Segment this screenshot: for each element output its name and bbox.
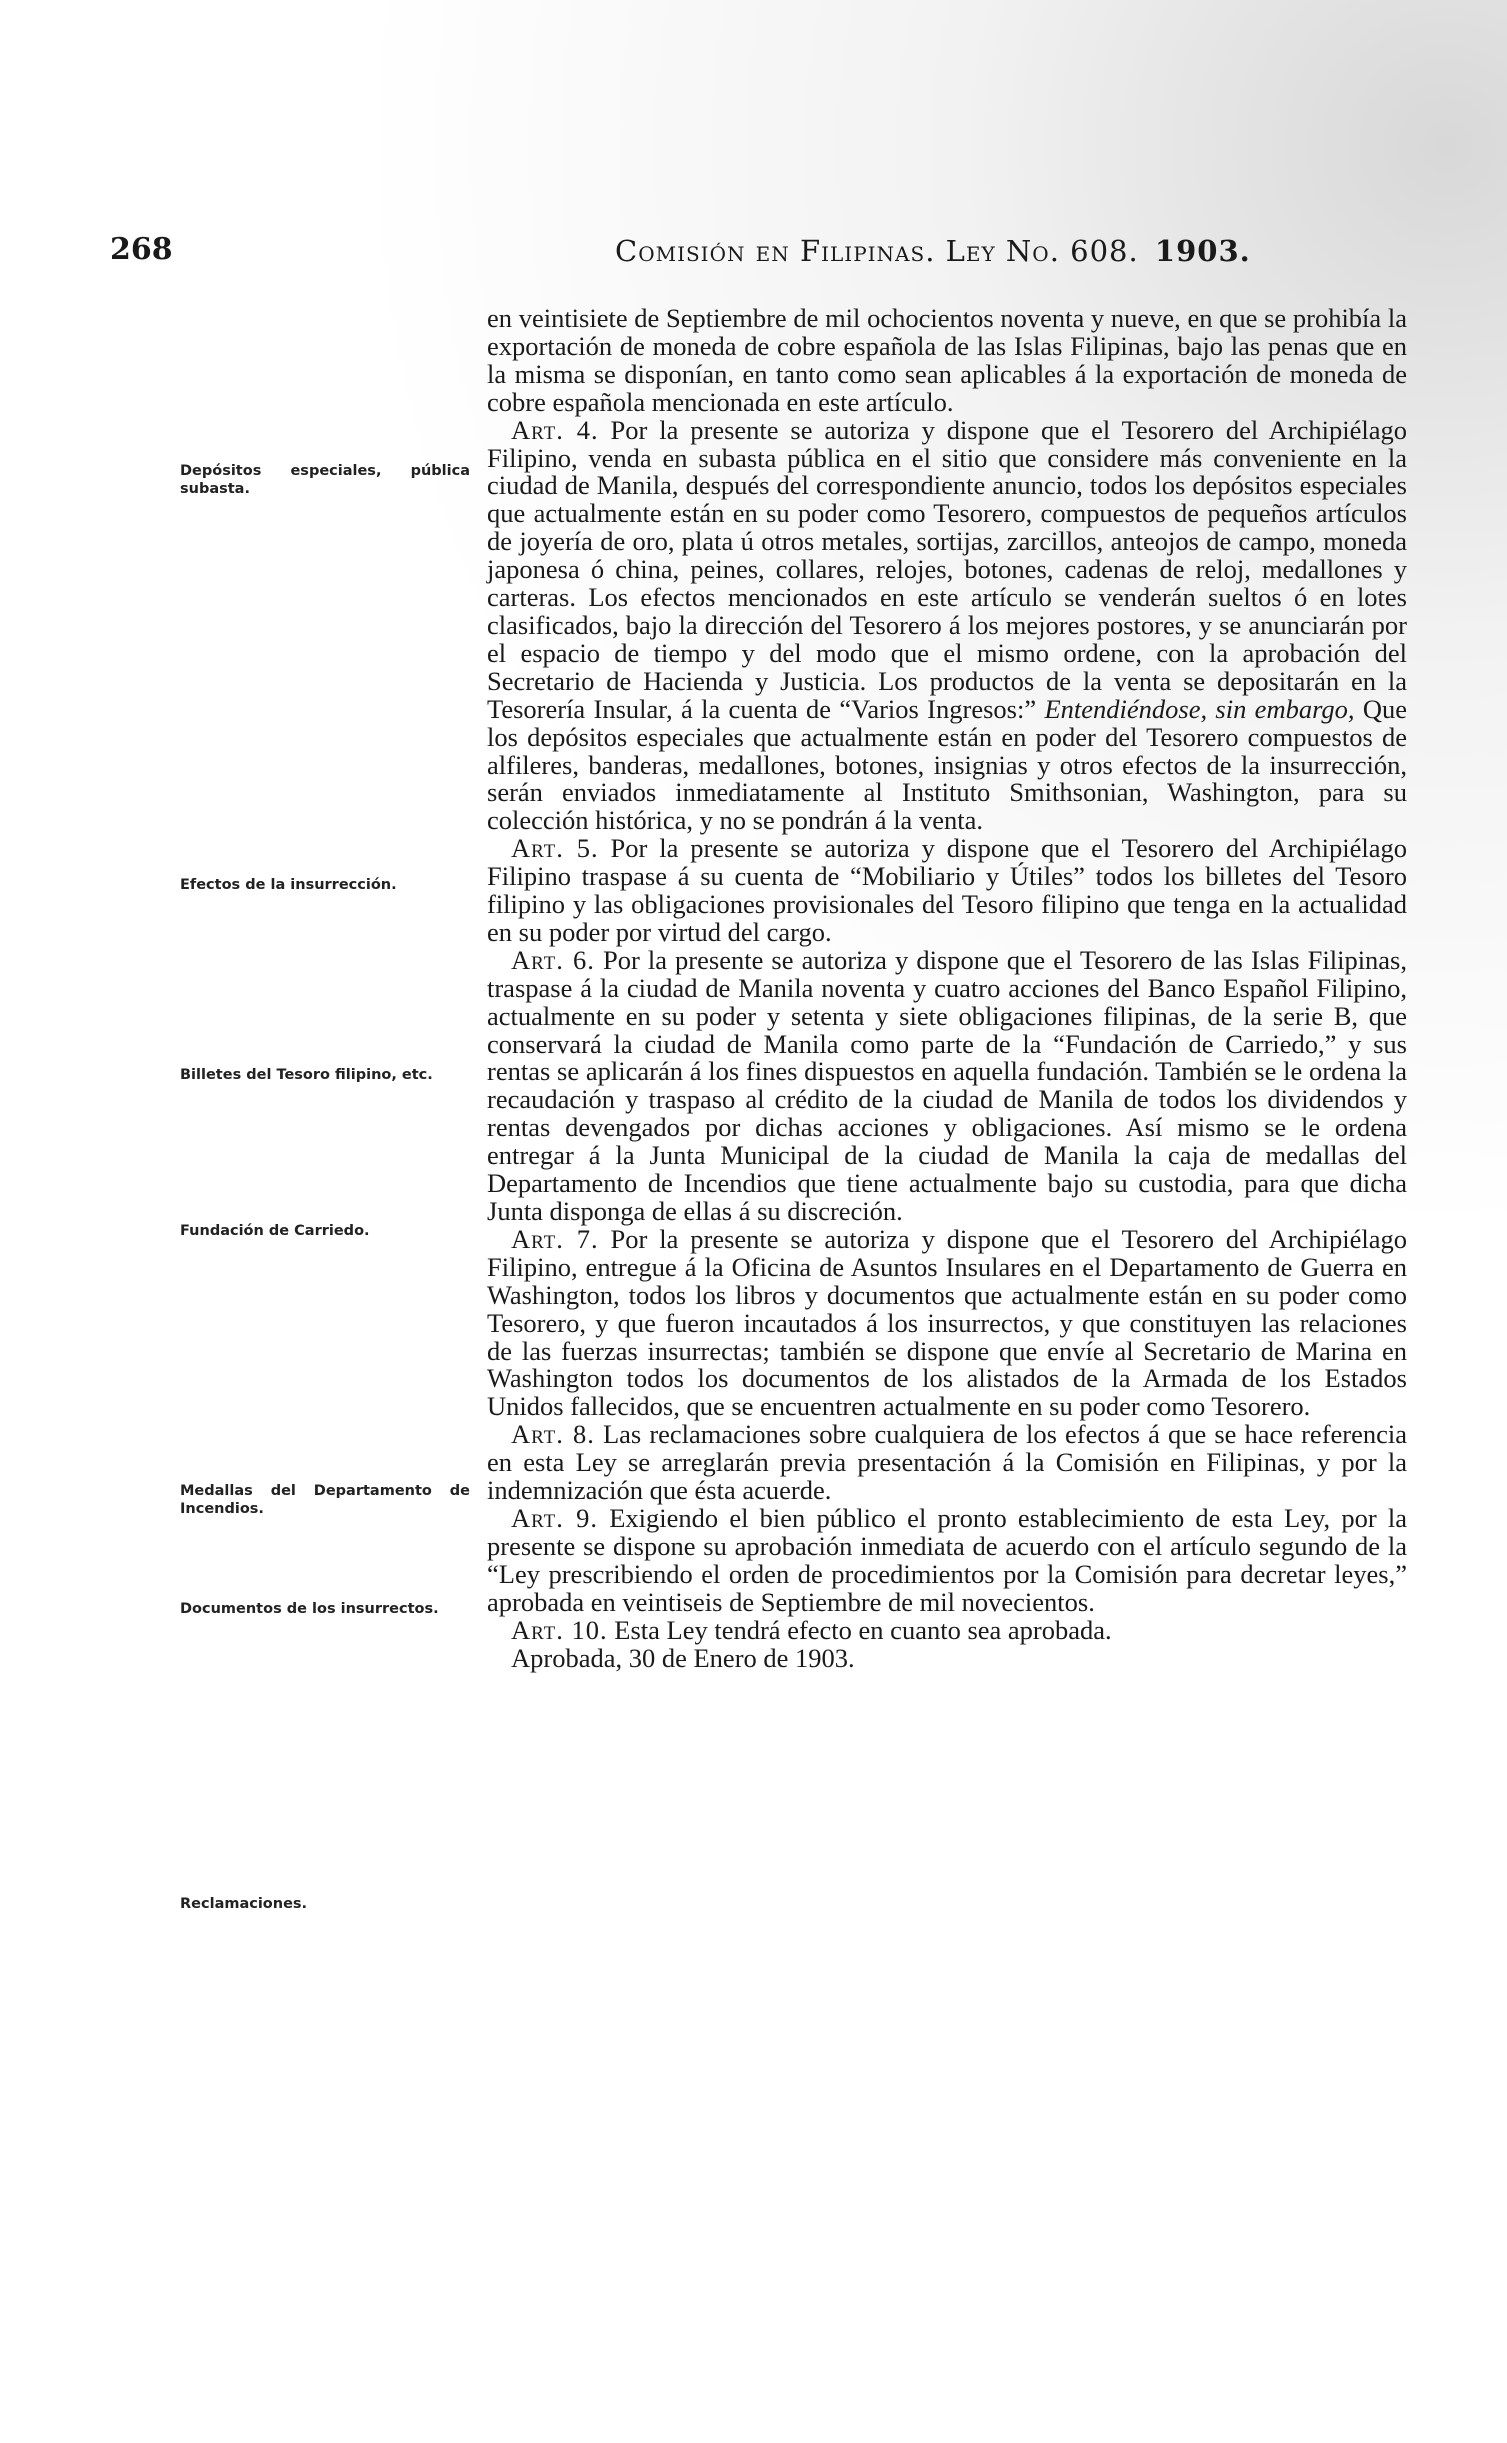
margin-note-depositos: Depósitos especiales, pública subasta. <box>180 463 470 497</box>
running-title-text: Comisión en Filipinas. Ley No. 608. <box>615 234 1139 268</box>
article-10 <box>487 1614 1407 1645</box>
article-8 <box>487 1421 1407 1505</box>
article-6-text: Por la presente se autoriza y dispone que el Tesorero de las Islas Filipinas, traspase á la ciudad de Manila noventa y cuatro acciones del Banco Español Filipino, actualmente en su poder y setenta y siete obligaciones filipinas, de la serie B, que conservará la ciudad de Manila como parte de la “Fundación de Carriedo,” y sus rentas se aplicarán á los fines dispuestos en aquella fundación. También se le ordena la recaudación y traspaso al crédito de la ciudad de Manila de todos los dividendos y rentas devengados por dichas acciones y obligaciones. Así mismo se le ordena entregar á la Junta Municipal de la ciudad de Manila la caja de medallas del Departamento de Incendios que tiene actualmente bajo su custodia, para que dicha Junta disponga de ellas á su discreción. <box>487 944 1407 1226</box>
article-8-text: Las reclamaciones sobre cualquiera de los efectos á que se hace referencia en esta Ley se arreglarán previa presentación á la Comisión en Filipinas, y por la indemnización que ésta acuerde. <box>487 1419 1408 1506</box>
article-10-text: Esta Ley tendrá efecto en cuanto sea aprobada. <box>614 1614 1112 1645</box>
margin-note-medallas: Medallas del Departamento de Incendios. <box>180 1483 470 1517</box>
article-8-label: Art. 8. <box>511 1419 595 1450</box>
approval-date: Aprobada, 30 de Enero de 1903. <box>511 1642 855 1673</box>
article-5 <box>487 835 1407 947</box>
article-9-text: Exigiendo el bien público el pronto establecimiento de esta Ley, por la presente se dispone su aprobación inmediata de acuerdo con el artículo segundo de la “Ley prescribiendo el orden de procedimientos por la Comisión para decretar leyes,” aprobada en veintiseis de Septiembre de mil novecientos. <box>487 1502 1407 1617</box>
running-title <box>615 234 1251 268</box>
margin-note-billetes: Billetes del Tesoro filipino, etc. <box>180 1067 433 1083</box>
paragraph-continuation: en veintisiete de Septiembre de mil ochocientos noventa y nueve, en que se prohibía la exportación de moneda de cobre española de las Islas Filipinas, bajo las penas que en la misma se disponían, en tanto como sean aplicables á la exportación de moneda de cobre española mencionada en este artículo. <box>487 303 1407 417</box>
article-7-label: Art. 7. <box>511 1223 599 1254</box>
article-9 <box>487 1502 1407 1617</box>
article-4-text-b: Que los depósitos especiales que actualmente están en poder del Tesorero compuestos de alfileres, banderas, medallones, botones, insignias y otros efectos de la insurrección, serán enviados inmediatamente al Instituto Smithsonian, Washington, para su colección histórica, y no se pondrán á la venta. <box>487 693 1408 836</box>
article-5-label: Art. 5. <box>511 833 599 864</box>
article-4-proviso: Entendiéndose, sin embargo, <box>1044 693 1355 724</box>
article-7 <box>487 1223 1407 1422</box>
running-title-year: 1903. <box>1154 234 1251 268</box>
article-5-text: Por la presente se autoriza y dispone que el Tesorero del Archipiélago Filipino traspase á su cuenta de “Mobiliario y Útiles” todos los billetes del Tesoro filipino y las obligaciones provisionales del Tesoro filipino que tenga en la actualidad en su poder por virtud del cargo. <box>487 833 1407 947</box>
margin-note-reclamaciones: Reclamaciones. <box>180 1896 308 1912</box>
article-9-label: Art. 9. <box>511 1502 598 1533</box>
law-body-text <box>487 305 1407 1672</box>
article-7-text: Por la presente se autoriza y dispone que el Tesorero del Archipiélago Filipino, entregue á la Oficina de Asuntos Insulares en el Departamento de Guerra en Washington, todos los libros y documentos que actualmente están en su poder como Tesorero, y que fueron incautados á los insurrectos, y que constituyen las relaciones de las fuerzas insurrectas; también se dispone que envíe al Secretario de Marina en Washington todos los documentos de los alistados de la Armada de los Estados Unidos fallecidos, que se encuentren actualmente en su poder como Tesorero. <box>487 1223 1407 1422</box>
article-4-text-a: Por la presente se autoriza y dispone que el Tesorero del Archipiélago Filipino, venda en subasta pública en el sitio que considere más conveniente en la ciudad de Manila, después del correspondiente anuncio, todos los depósitos especiales que actualmente están en su poder como Tesorero, compuestos de pequeños artículos de joyería de oro, plata ú otros metales, sortijas, zarcillos, anteojos de campo, moneda japonesa ó china, peines, collares, relojes, botones, cadenas de reloj, medallones y carteras. Los efectos mencionados en este artículo se venderán sueltos ó en lotes clasificados, bajo la dirección del Tesorero á los mejores postores, y se anunciarán por el espacio de tiempo y del modo que el mismo ordene, con la aprobación del Secretario de Hacienda y Justicia. Los productos de la venta se depositarán en la Tesorería Insular, á la cuenta de “Varios Ingresos:” <box>487 414 1407 724</box>
page-header <box>110 232 1330 272</box>
article-10-label: Art. 10. <box>511 1614 608 1645</box>
article-4-label: Art. 4. <box>511 414 599 445</box>
margin-note-fundacion: Fundación de Carriedo. <box>180 1223 370 1239</box>
article-4 <box>487 414 1408 836</box>
margin-note-documentos: Documentos de los insurrectos. <box>180 1601 439 1617</box>
article-6-label: Art. 6. <box>511 944 595 975</box>
article-6 <box>487 944 1407 1226</box>
page-number: 268 <box>110 232 173 267</box>
margin-note-efectos: Efectos de la insurrección. <box>180 877 397 893</box>
